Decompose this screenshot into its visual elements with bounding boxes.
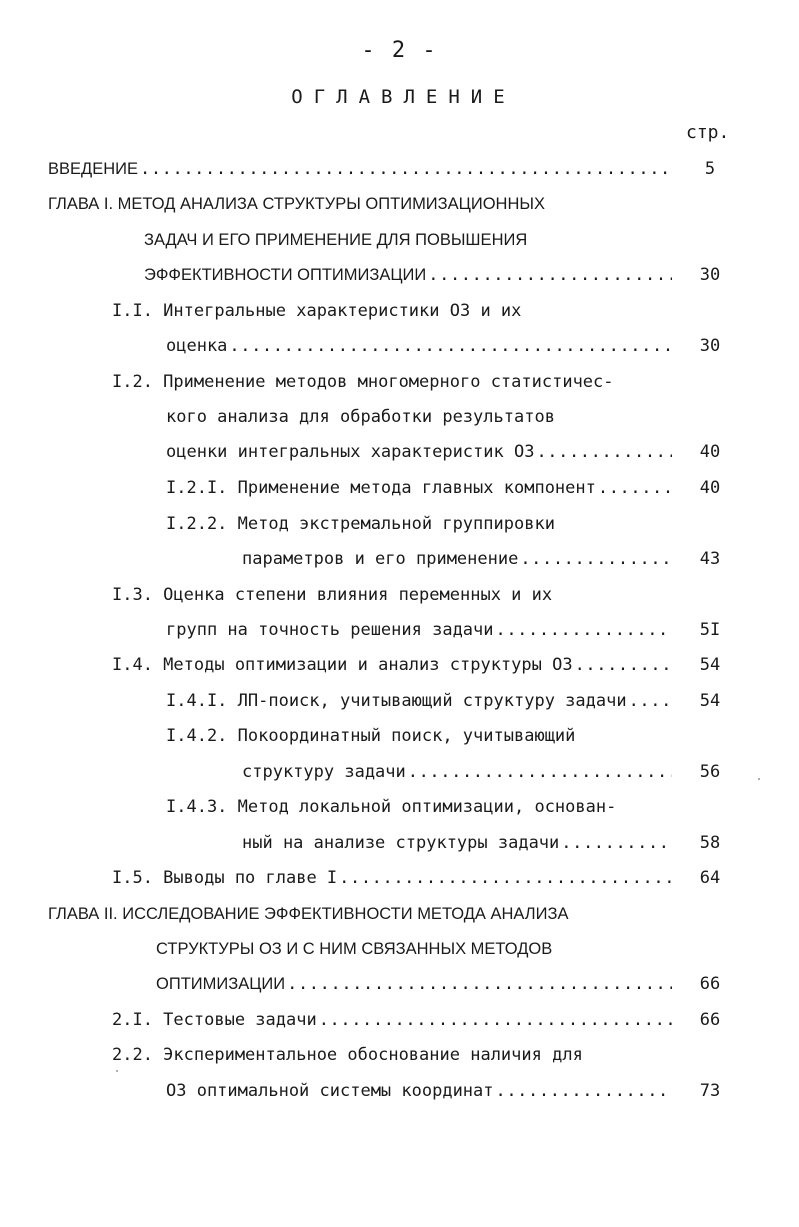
toc-entry-text: структуру задачи <box>242 762 406 782</box>
toc-section-1-1-end <box>166 332 672 360</box>
dot-leader <box>496 616 672 644</box>
toc-section-1-4 <box>112 651 672 679</box>
toc-page-number: 40 <box>699 478 721 498</box>
dot-leader <box>339 864 672 892</box>
toc-page-number: 58 <box>699 833 721 853</box>
toc-entry-text: оценки интегральных характеристик ОЗ <box>166 442 535 462</box>
toc-entry-text: ОПТИМИЗАЦИИ <box>156 975 286 993</box>
toc-entry-text: оценка <box>166 336 228 356</box>
toc-chapter-2-title <box>48 900 568 928</box>
page-column-label: стр. <box>686 122 730 143</box>
toc-entry-text: I.3. Оценка степени влияния переменных и их <box>112 585 553 605</box>
toc-section-1-3 <box>112 581 552 609</box>
dot-leader <box>287 970 672 998</box>
toc-page-number: 66 <box>699 1010 721 1030</box>
dot-leader <box>629 687 672 715</box>
toc-entry-text: ГЛАВА II. ИССЛЕДОВАНИЕ ЭФФЕКТИВНОСТИ МЕТОДА АНАЛИЗА <box>48 905 569 923</box>
toc-subsection-1-4-3-end <box>242 829 672 857</box>
toc-section-1-2-end <box>166 438 672 466</box>
toc-section-1-3-end <box>166 616 672 644</box>
dot-leader <box>428 261 672 289</box>
toc-page-number: 5I <box>699 620 721 640</box>
toc-entry-introduction <box>48 155 672 183</box>
toc-chapter-1-title-cont <box>144 226 527 254</box>
page-number: - 2 - <box>361 38 438 63</box>
toc-entry-text: I.4.I. ЛП-поиск, учитывающий структуру задачи <box>166 691 627 711</box>
dot-leader <box>561 829 672 857</box>
toc-entry-text: ГЛАВА I. МЕТОД АНАЛИЗА СТРУКТУРЫ ОПТИМИЗАЦИОННЫХ <box>48 195 545 213</box>
toc-section-2-1 <box>112 1006 672 1034</box>
toc-entry-text: ОЗ оптимальной системы координат <box>166 1081 494 1101</box>
toc-chapter-2-title-cont <box>156 935 552 963</box>
toc-entry-text: I.4. Методы оптимизации и анализ структуры ОЗ <box>112 655 573 675</box>
toc-page-number: 54 <box>699 691 721 711</box>
toc-entry-text: СТРУКТУРЫ ОЗ И С НИМ СВЯЗАННЫХ МЕТОДОВ <box>156 940 553 958</box>
toc-entry-text: I.2.2. Метод экстремальной группировки <box>166 514 555 534</box>
toc-subsection-1-4-2 <box>166 722 575 750</box>
toc-chapter-1-title-end <box>144 261 672 289</box>
toc-entry-text: кого анализа для обработки результатов <box>166 407 555 427</box>
dot-leader <box>319 1006 672 1034</box>
toc-subsection-1-2-2 <box>166 510 555 538</box>
toc-section-1-2 <box>112 368 614 396</box>
toc-entry-text: ЭФФЕКТИВНОСТИ ОПТИМИЗАЦИИ <box>144 266 427 284</box>
toc-entry-text: I.5. Выводы по главе I <box>112 868 338 888</box>
toc-page-number: 64 <box>699 868 721 888</box>
toc-entry-text: 2.I. Тестовые задачи <box>112 1010 317 1030</box>
dot-leader <box>496 1077 672 1105</box>
toc-section-1-5 <box>112 864 672 892</box>
toc-chapter-2-title-end <box>156 970 672 998</box>
toc-entry-text: I.2. Применение методов многомерного статистичес- <box>112 372 614 392</box>
dot-leader <box>140 155 672 183</box>
dot-leader <box>408 758 672 786</box>
toc-subsection-1-2-1 <box>166 474 672 502</box>
toc-entry-text: параметров и его применение <box>242 549 519 569</box>
toc-entry-text: групп на точность решения задачи <box>166 620 494 640</box>
toc-page-number: 66 <box>699 974 721 994</box>
dot-leader <box>575 651 672 679</box>
toc-page-number: 30 <box>699 265 721 285</box>
toc-subsection-1-4-3 <box>166 793 616 821</box>
toc-section-2-2 <box>112 1041 583 1069</box>
dot-leader <box>229 332 672 360</box>
toc-chapter-1-title <box>48 190 545 218</box>
toc-page-number: 54 <box>699 655 721 675</box>
toc-entry-text: I.4.3. Метод локальной оптимизации, основан- <box>166 797 617 817</box>
toc-page-number: 40 <box>699 442 721 462</box>
toc-subsection-1-2-2-end <box>242 545 672 573</box>
toc-page-number: 43 <box>699 549 721 569</box>
toc-heading: ОГЛАВЛЕНИЕ <box>291 86 516 108</box>
toc-entry-text: ВВЕДЕНИЕ <box>48 160 138 178</box>
dot-leader <box>598 474 672 502</box>
toc-page-number: 5 <box>704 159 716 179</box>
toc-entry-text: ный на анализе структуры задачи <box>242 833 560 853</box>
toc-page-number: 30 <box>699 336 721 356</box>
dot-leader <box>536 438 672 466</box>
dot-leader <box>520 545 672 573</box>
toc-subsection-1-4-1 <box>166 687 672 715</box>
toc-entry-text: 2.2. Экспериментальное обоснование наличия для <box>112 1045 583 1065</box>
toc-section-1-2-cont <box>166 403 555 431</box>
toc-subsection-1-4-2-end <box>242 758 672 786</box>
scan-speck <box>758 778 760 780</box>
toc-entry-text: I.I. Интегральные характеристики ОЗ и их <box>112 301 522 321</box>
toc-entry-text: I.2.I. Применение метода главных компонент <box>166 478 596 498</box>
toc-page-number: 56 <box>699 762 721 782</box>
toc-entry-text: ЗАДАЧ И ЕГО ПРИМЕНЕНИЕ ДЛЯ ПОВЫШЕНИЯ <box>144 231 528 249</box>
toc-entry-text: I.4.2. Покоординатный поиск, учитывающий <box>166 726 576 746</box>
scan-speck <box>116 1070 118 1072</box>
toc-section-2-2-end <box>166 1077 672 1105</box>
toc-page-number: 73 <box>699 1081 721 1101</box>
toc-section-1-1 <box>112 297 521 325</box>
